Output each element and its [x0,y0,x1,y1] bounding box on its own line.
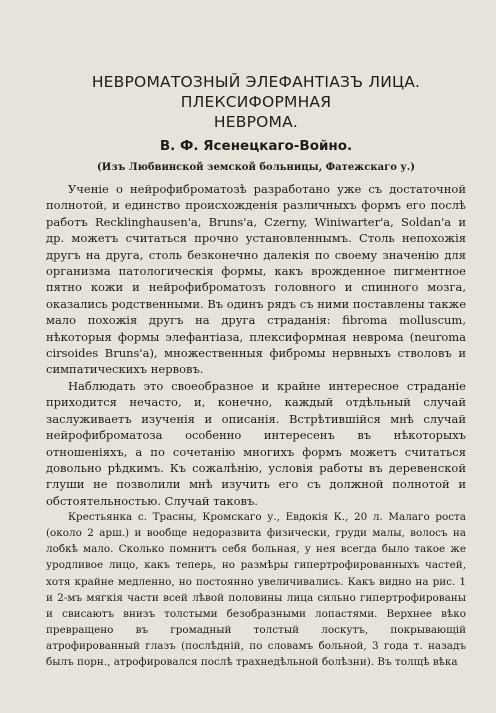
affiliation: (Изъ Любвинской земской больницы, Фатежскаго у.) [97,162,415,173]
paragraph-3: Крестьянка с. Трасны, Кромскаго у., Евдокія К., 20 л. Малаго роста (около 2 арш.) и вообще недоразвита физически, груди малы, волосъ на лобкѣ мало. Сколько помнитъ себя больная, у нея всегда было такое же уродливое лицо, какъ теперь, но размѣры гипертрофированныхъ частей, хотя крайне медленно, но постоянно увеличивались. Какъ видно на рис. 1 и 2-мъ мягкія части всей лѣвой половины лица сильно гипертрофированы и свисаютъ внизъ толстыми безобразными лопастями. Верхнее вѣко превращено въ громадный толстый лоскутъ, покрывающій атрофированный глазъ (послѣдній, по словамъ больной, 3 года т. назадъ былъ порн., атрофировался послѣ трахнедѣльной болѣзни). Въ толщѣ вѣка [46,511,466,668]
article-title [46,72,466,132]
title-line-1: НЕВРОМАТОЗНЫЙ ЭЛЕФАНТІАЗЪ ЛИЦА. ПЛЕКСИФОРМНАЯ [91,73,421,111]
paragraph-1: Ученіе о нейрофиброматозѣ разработано уже съ достаточной полнотой, и единство происхожденія различныхъ формъ его послѣ работъ Recklinghausen'а, Bruns'а, Czerny, Winiwarter'а, Soldan'а и др. можетъ считаться прочно установленнымъ. Столь непохожія другъ на друга, столь безконечно далекія по своему значенію для организма патологическія формы, какъ врожденное пигментное пятно кожи и нейрофиброматозъ головного и спинного мозга, оказались родственными. Въ одинъ рядъ съ ними поставлены также мало похожія другъ на друга страданія: fibroma molluscum, нѣкоторыя формы элефантіаза, плексиформная неврома (neuroma cirsoides Bruns'а), множественныя фибромы нервныхъ стволовъ и симпатическихъ нервовъ. [46,182,466,377]
author-name: В. Ф. Ясенецкаго-Войно. [159,138,353,154]
title-line-2: НЕВРОМА. [213,113,299,131]
paragraph-2: Наблюдать это своеобразное и крайне интересное страданіе приходится нечасто, и, конечно, каждый отдѣльный случай заслуживаетъ изученія и описанія. Встрѣтившійся мнѣ случай нейрофиброматоза особенно интересенъ въ нѣкоторыхъ отношеніяхъ, а по сочетанію многихъ формъ можетъ считаться довольно рѣдкимъ. Къ сожалѣнію, условія работы въ деревенской глуши не позволили мнѣ изучить его съ должной полнотой и обстоятельностью. Случай таковъ. [46,378,466,508]
article-body [46,181,466,670]
